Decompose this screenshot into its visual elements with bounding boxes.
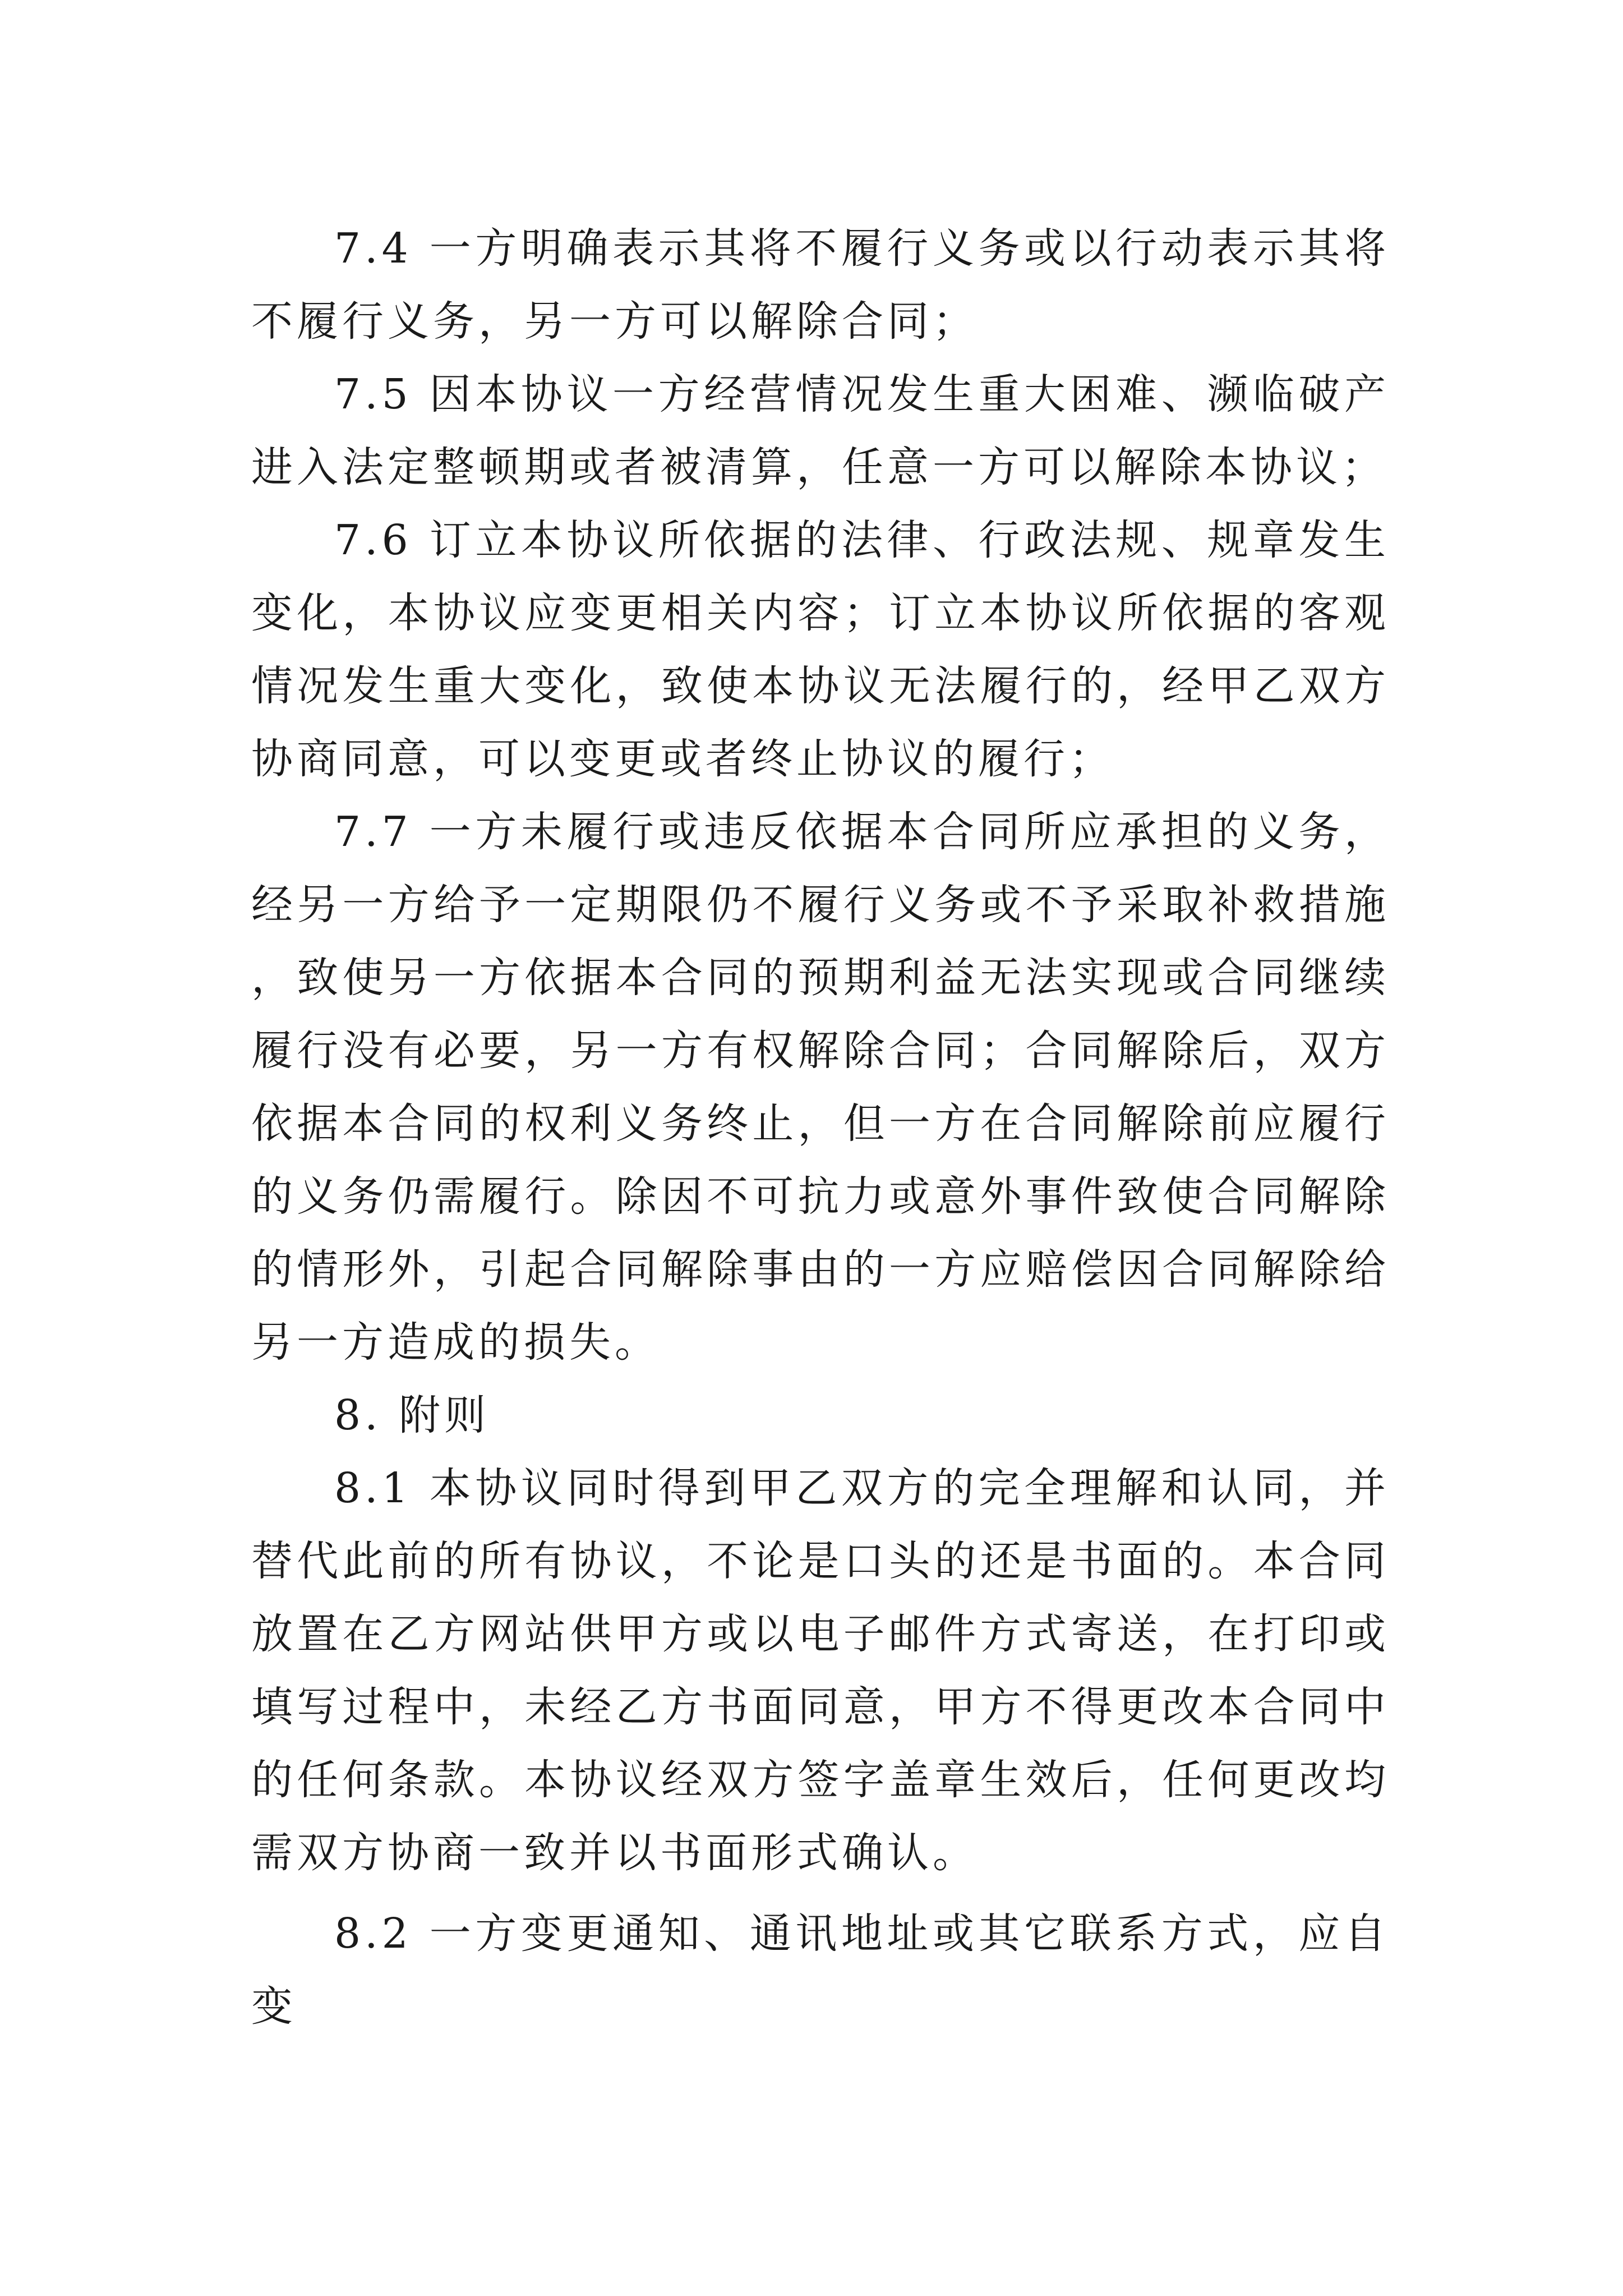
section-8-heading: 8. 附则	[334, 1391, 490, 1439]
document-body	[251, 212, 1390, 2043]
clause-7-7: 7.7 一方未履行或违反依据本合同所应承担的义务，经另一方给予一定期限仍不履行义务或不予采取补救措施，致使另一方依据本合同的预期利益无法实现或合同继续履行没有必要，另一方有权解除合同；合同解除后，双方依据本合同的权利义务终止，但一方在合同解除前应履行的义务仍需履行。除因不可抗力或意外事件致使合同解除的情形外，引起合同解除事由的一方应赔偿因合同解除给另一方造成的损失。	[251, 808, 1390, 1366]
clause-7-4: 7.4 一方明确表示其将不履行义务或以行动表示其将不履行义务，另一方可以解除合同；	[251, 224, 1390, 346]
clause-7-5: 7.5 因本协议一方经营情况发生重大困难、濒临破产进入法定整顿期或者被清算，任意一方可以解除本协议；	[251, 370, 1390, 491]
clause-8-2: 8.2 一方变更通知、通讯地址或其它联系方式，应自变	[251, 1910, 1390, 2031]
clause-7-6: 7.6 订立本协议所依据的法律、行政法规、规章发生变化，本协议应变更相关内容；订立本协议所依据的客观情况发生重大变化，致使本协议无法履行的，经甲乙双方协商同意，可以变更或者终止协议的履行；	[251, 516, 1390, 783]
clause-8-1: 8.1 本协议同时得到甲乙双方的完全理解和认同，并替代此前的所有协议，不论是口头的还是书面的。本合同放置在乙方网站供甲方或以电子邮件方式寄送，在打印或填写过程中，未经乙方书面同意，甲方不得更改本合同中的任何条款。本协议经双方签字盖章生效后，任何更改均需双方协商一致并以书面形式确认。	[251, 1464, 1390, 1877]
